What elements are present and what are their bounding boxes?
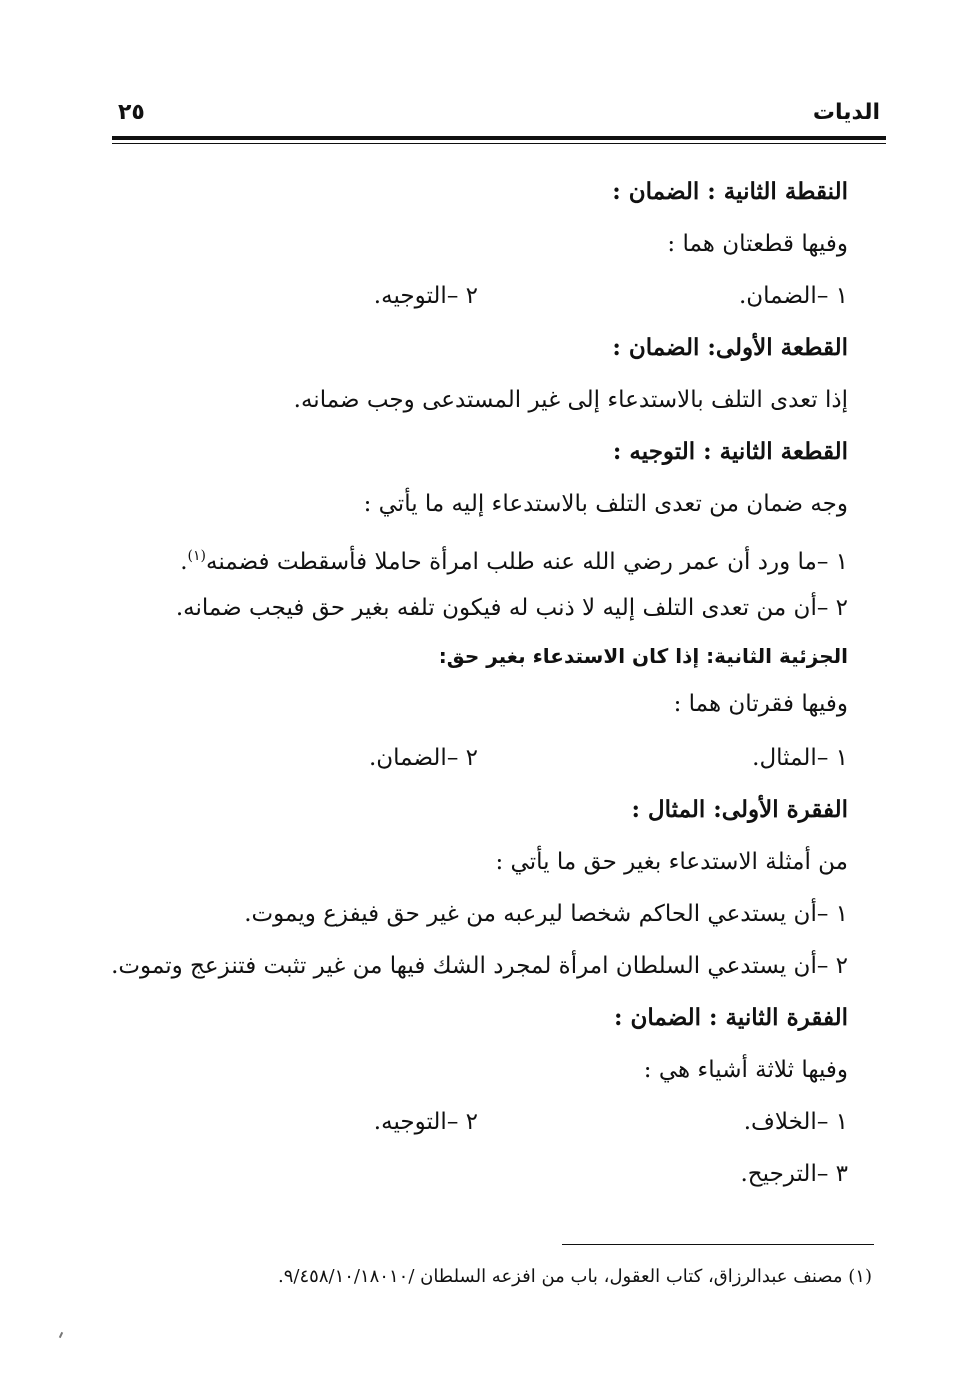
list-item: ١ –الضمان. [738, 283, 848, 309]
list-item: ٢ –الضمان. [368, 745, 478, 771]
two-column-list [100, 738, 848, 778]
footnote-rule [562, 1244, 874, 1245]
list-item: ٢ –التوجيه. [373, 1109, 478, 1135]
footnote-reference: (١) [187, 548, 206, 564]
paragraph-line: ٣ –الترجيح. [740, 1161, 848, 1187]
paragraph-line: وفيها ثلاثة أشياء هي : [643, 1057, 848, 1083]
running-title: الديات [812, 100, 880, 125]
paragraph-text: ١ –ما ورد أن عمر رضي الله عنه طلب امرأة حاملا فأسقطت فضمنه [206, 549, 848, 575]
page-header [112, 98, 886, 132]
paragraph-line: وجه ضمان من تعدى التلف بالاستدعاء إليه ما يأتي : [363, 491, 848, 517]
paragraph-line: وفيها قطعتان هما : [667, 231, 848, 257]
paragraph-line [100, 536, 848, 576]
header-rule-thin [112, 143, 886, 144]
paragraph-line: ٢ –أن من تعدى التلف إليه لا ذنب له فيكون تلفه بغير حق فيجب ضمانه. [175, 595, 848, 621]
two-column-list [100, 276, 848, 316]
paragraph-line: ١ –أن يستدعي الحاكم شخصا ليرعبه من غير حق فيفزع ويموت. [244, 901, 848, 927]
paragraph-line: ٢ –أن يستدعي السلطان امرأة لمجرد الشك فيها من غير تثبت فتنزعج وتموت. [111, 953, 848, 979]
list-item: ١ –المثال. [752, 745, 848, 771]
sentence-end: . [180, 549, 188, 575]
section-heading: الفقرة الثانية : الضمان : [614, 1004, 848, 1031]
page-number: ٢٥ [118, 100, 145, 125]
header-rule-thick [112, 136, 886, 140]
two-column-list [100, 1102, 848, 1142]
footnote: (١) مصنف عبدالرزاق، كتاب العقول، باب من افزعه السلطان /٩/٤٥٨/١٠/١٨٠١٠. [278, 1266, 872, 1287]
section-heading: القطعة الأولى: الضمان : [612, 334, 848, 361]
paragraph-line: إذا تعدى التلف بالاستدعاء إلى غير المستدعى وجب ضمانه. [293, 387, 848, 413]
scan-speck [59, 1332, 63, 1338]
section-heading: القطعة الثانية : التوجيه : [612, 438, 848, 465]
list-item: ٢ –التوجيه. [373, 283, 478, 309]
paragraph-line: وفيها فقرتان هما : [673, 691, 848, 717]
section-heading: الفقرة الأولى: المثال : [631, 796, 848, 823]
paragraph-line: من أمثلة الاستدعاء بغير حق ما يأتي : [495, 849, 848, 875]
section-heading: الجزئية الثانية: إذا كان الاستدعاء بغير حق: [438, 644, 848, 668]
list-item: ١ –الخلاف. [743, 1109, 848, 1135]
section-heading: النقطة الثانية : الضمان : [612, 178, 848, 205]
